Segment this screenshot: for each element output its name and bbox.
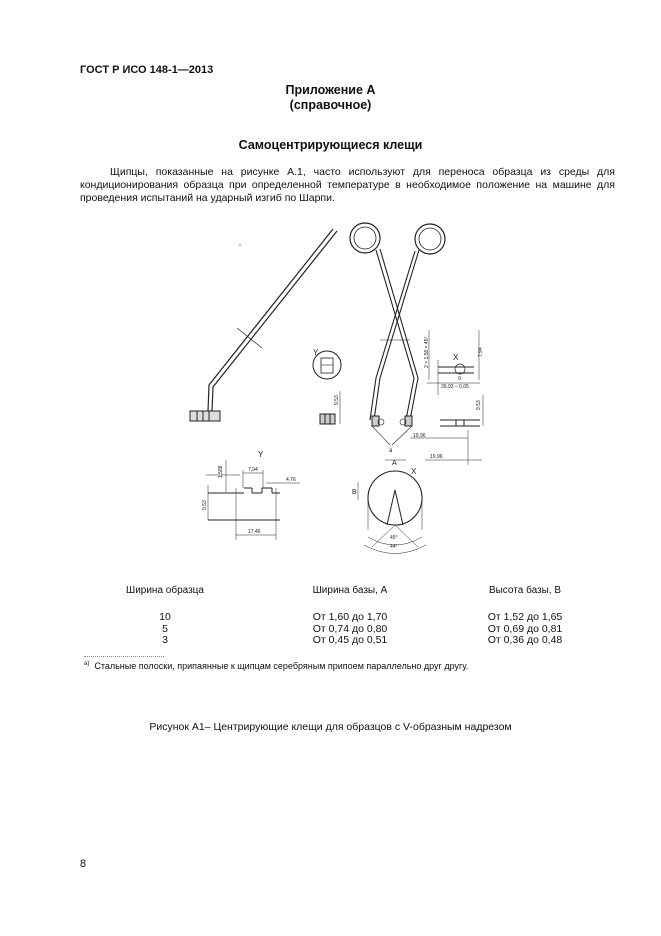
table-header-base-width: Ширина базы, А <box>312 585 388 596</box>
dim-794-a: 7,94 <box>478 347 484 357</box>
strip-dimension-right <box>410 395 483 465</box>
document-code: ГОСТ Р ИСО 148-1—2013 <box>80 64 214 76</box>
footnote-marker: а) <box>84 661 90 667</box>
table-cell: От 0,36 до 0,48 <box>487 634 563 646</box>
tong-side-view <box>190 229 337 421</box>
table-row <box>465 612 585 647</box>
footnote-divider <box>84 656 164 657</box>
dim-476: 4,76 <box>286 477 296 483</box>
annex-subtitle: (справочное) <box>289 98 372 112</box>
dim-794-b: 7,94 <box>248 467 258 473</box>
table-header-specimen-width: Ширина образца <box>126 585 204 596</box>
dim-0: 0 <box>458 376 461 382</box>
dim-953-a: 9,53 <box>476 400 482 410</box>
table-cell: От 1,52 до 1,65 <box>487 611 563 623</box>
table-cell: От 0,45 до 0,51 <box>312 634 388 646</box>
dim-45: 45° <box>390 535 398 541</box>
label-y-2: Y <box>258 450 264 459</box>
table-cell: 3 <box>162 634 168 646</box>
table-cell: От 0,74 до 0,80 <box>312 622 388 635</box>
label-y-1: Y <box>313 348 319 357</box>
table-header-base-height: Высота базы, В <box>488 585 562 596</box>
dim-1996-a: 19,96 <box>413 433 426 439</box>
dim-44: 44° <box>390 544 398 550</box>
annex-title: Приложение А <box>285 83 376 97</box>
dim-953-c: 9,53 <box>202 500 208 510</box>
body-paragraph: Щипцы, показанные на рисунке А.1, часто используют для переноса образца из среды для кондиционирования образца при определенной температуре в необходимое положение на машине для проведения испытаний на ударный изгиб по Шарпи. <box>80 166 615 204</box>
label-x-2: X <box>411 467 417 476</box>
dim-1588: 1,588 <box>218 465 224 478</box>
table-cell: От 1,60 до 1,70 <box>312 611 388 623</box>
dim-1746: 17,46 <box>248 529 261 535</box>
table-cell: 5 <box>162 622 168 635</box>
figure-caption: Рисунок А1– Центрирующие клещи для образцов с V-образным надрезом <box>149 721 512 733</box>
label-x-1: X <box>453 353 459 362</box>
label-a: A <box>392 460 397 467</box>
footnote-text: Стальные полоски, припаянные к щипцам серебряным припоем параллельно друг другу. <box>94 661 469 671</box>
label-b: B <box>352 489 357 496</box>
page-number: 8 <box>80 858 87 870</box>
dim-1996-b: 19,96 <box>430 454 443 460</box>
tong-front-view <box>350 223 445 445</box>
dim-3993: 39,93 – 0,05 <box>441 384 469 390</box>
label-note-a: а <box>389 448 393 454</box>
section-title: Самоцентрирующиеся клещи <box>238 138 423 152</box>
table-row <box>290 612 410 647</box>
table-cell: От 0,69 до 0,81 <box>487 622 563 635</box>
table-row <box>130 612 200 647</box>
dim-chamfer: 2 × 1,58 × 45° <box>424 336 430 368</box>
table-cell: 10 <box>159 611 171 623</box>
dim-953-b: 9,53 <box>334 395 340 405</box>
footnote <box>84 661 468 671</box>
